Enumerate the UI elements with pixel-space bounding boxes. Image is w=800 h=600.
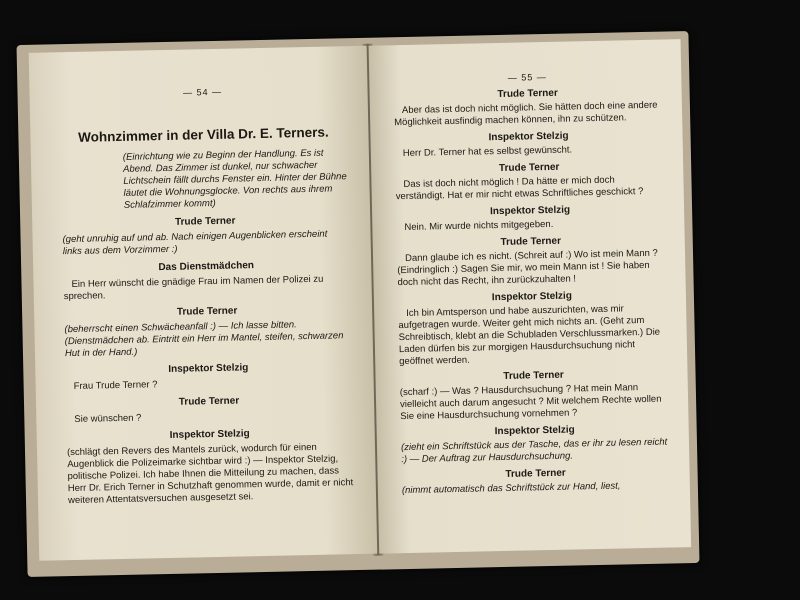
- speaker-name: Inspektor Stelzig: [491, 290, 572, 304]
- dialogue-line: Sie wünschen ?: [74, 412, 142, 425]
- speaker-name: Inspektor Stelzig: [169, 428, 250, 441]
- speaker-name: Trude Terner: [498, 161, 560, 175]
- dialogue-line: Frau Trude Terner ?: [73, 379, 158, 392]
- dialogue-line: Ein Herr wünscht die gnädige Frau im Namen der Polizei zu sprechen.: [63, 273, 324, 303]
- open-book: [17, 31, 700, 577]
- speaker-name: Inspektor Stelzig: [494, 424, 575, 438]
- dialogue-line: Das ist doch nicht möglich ! Da hätte er mich doch verständigt. Hat er mir nicht etwas Schriftliches geschickt ?: [395, 174, 644, 203]
- speaker-name: Trude Terner: [497, 87, 558, 101]
- speaker-name: Inspektor Stelzig: [488, 130, 569, 144]
- left-page: [29, 46, 378, 561]
- dialogue-line: Aber das ist doch nicht möglich. Sie hätten doch eine andere Möglichkeit ausfindig machen können, ihn zu schützen.: [394, 99, 658, 129]
- stage-direction: (nimmt automatisch das Schriftstück zur Hand, liest,: [401, 480, 621, 497]
- dialogue-line: (schlägt den Revers des Mantels zurück, wodurch für einen Augenblick die Polizeimarke sichtbar wird :) — Inspektor Stelzig, politische Polizei. Ich habe Ihnen die Mitteilung zu machen, dass Herr Dr. Erich Terner in Schutzhaft genommen wurde, damit er nicht weiteren Attentatsversuchen ausgesetzt sei.: [66, 441, 354, 507]
- stage-direction: (geht unruhig auf und ab. Nach einigen Augenblicken erscheint links aus dem Vorzimmer :): [62, 228, 328, 258]
- opening-stage-direction: (Einrichtung wie zu Beginn der Handlung. Es ist Abend. Das Zimmer ist dunkel, nur schwacher Lichtschein fällt durchs Fenster ein. Hinter der Bühne läutet die Wohnungsglocke. Von rechts aus ihrem Schlafzimmer kommt): [122, 147, 347, 211]
- speaker-name: Trude Terner: [505, 467, 566, 480]
- right-page: [369, 39, 692, 553]
- page-number-right: — 55 —: [507, 71, 547, 83]
- speaker-name: Trude Terner: [503, 369, 564, 382]
- speaker-name: Trude Terner: [178, 395, 240, 408]
- stage-direction: (beherrscht einen Schwächeanfall :) — Ich lasse bitten. (Dienstmädchen ab. Eintritt ein Herr im Mantel, steifen, schwarzen Hut in der Hand.): [64, 319, 344, 360]
- speaker-name: Das Dienstmädchen: [158, 260, 255, 274]
- dialogue-line: (scharf :) — Was ? Hausdurchsuchung ? Hat mein Mann vielleicht auch darum angesucht ? Mit welchem Rechte wollen Sie eine Hausdurchsuchung vornehmen ?: [399, 382, 662, 423]
- speaker-name: Trude Terner: [176, 305, 238, 318]
- speaker-name: Inspektor Stelzig: [168, 362, 249, 375]
- dialogue-line: Herr Dr. Terner hat es selbst gewünscht.: [402, 144, 573, 160]
- speaker-name: Trude Terner: [500, 235, 562, 249]
- stage-direction: (zieht ein Schriftstück aus der Tasche, das er ihr zu lesen reicht :) — Der Auftrag zur Hausdurchsuchung.: [400, 436, 668, 466]
- speaker-name: Trude Terner: [174, 215, 236, 228]
- dialogue-line: Ich bin Amtsperson und habe auszurichten, was mir aufgetragen wurde. Weiter geht mich nichts an. (Geht zum Schreibtisch, klebt an die Schubladen Verschlussmarken.) Die Laden dürfen bis zur morgigen Hausdurchsuchung nicht geöffnet werden.: [398, 303, 661, 368]
- dialogue-line: Nein. Mir wurde nichts mitgegeben.: [404, 218, 554, 234]
- dialogue-line: Dann glaube ich es nicht. (Schreit auf :) Wo ist mein Mann ? (Eindringlich :) Sagen Sie mir, wo mein Mann ist ! Sie haben doch nicht das Recht, ihn zurückzuhalten !: [397, 247, 658, 289]
- scene-title: Wohnzimmer in der Villa Dr. E. Terners.: [77, 124, 329, 145]
- page-number-left: — 54 —: [182, 86, 223, 98]
- speaker-name: Inspektor Stelzig: [489, 204, 571, 218]
